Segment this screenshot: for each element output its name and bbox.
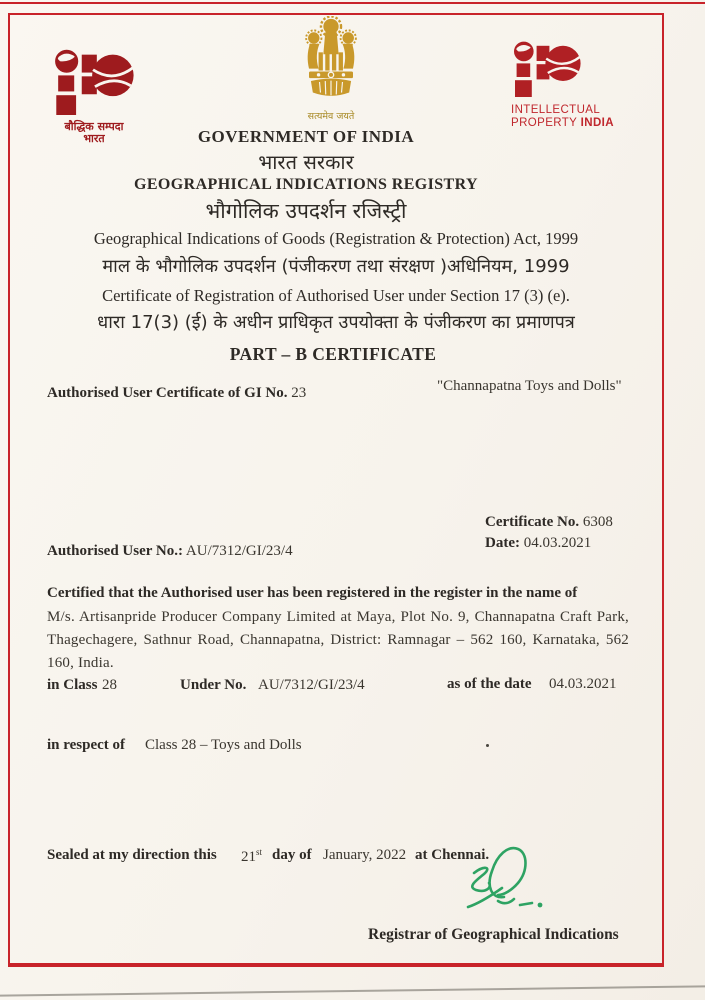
act-title-hindi: माल के भौगोलिक उपदर्शन (पंजीकरण तथा संरक्षण )अधिनियम, 1999 <box>102 256 570 277</box>
in-class-value: 28 <box>102 677 117 693</box>
title-government-of-india: GOVERNMENT OF INDIA <box>197 127 415 146</box>
sealed-day-ordinal: st <box>256 847 263 857</box>
right-logo-india-text: INDIA <box>580 116 614 129</box>
in-class-label: in Class <box>47 677 98 693</box>
part-b-certificate-title: PART – B CERTIFICATE <box>229 344 437 364</box>
in-respect-of-value: Class 28 – Toys and Dolls <box>145 737 302 753</box>
authorised-user-label: Authorised User No.: <box>47 543 183 559</box>
right-logo-caption-line1: INTELLECTUAL <box>511 104 601 116</box>
sealed-day: 21st <box>241 847 263 865</box>
certificate-date-label: Date: <box>485 535 520 551</box>
state-emblem-of-india <box>296 16 366 122</box>
certificate-section-line-hindi: धारा 17(3) (ई) के अधीन प्राधिकृत उपयोक्ता के पंजीकरण का प्रमाणपत्र <box>97 312 575 333</box>
right-logo-property-text: PROPERTY <box>511 116 578 129</box>
authorised-user-value: AU/7312/GI/23/4 <box>185 543 293 559</box>
scan-speck-dot <box>486 744 489 747</box>
scan-page-edge <box>0 985 705 996</box>
as-of-date-label: as of the date <box>447 676 532 692</box>
title-gi-registry-hindi: भौगोलिक उपदर्शन रजिस्ट्री <box>205 199 407 223</box>
registrar-title: Registrar of Geographical Indications <box>368 926 619 943</box>
certificate-date-value: 04.03.2021 <box>523 535 592 551</box>
gi-number-line <box>47 385 306 402</box>
ip-india-logo-icon <box>511 41 583 97</box>
in-respect-of-label: in respect of <box>47 737 126 753</box>
gi-name: "Channapatna Toys and Dolls" <box>437 378 622 394</box>
under-no-value: AU/7312/GI/23/4 <box>258 677 365 693</box>
certified-statement: Certified that the Authorised user has been registered in the register in the name of <box>47 585 578 601</box>
sealed-day-of-label: day of <box>272 847 312 863</box>
page-top-red-line <box>0 2 705 4</box>
certificate-number-line <box>485 512 613 533</box>
sealed-month-year: January, 2022 <box>323 847 407 863</box>
certificate-date-line <box>485 533 613 554</box>
left-logo-caption-line1: बौद्धिक सम्पदा <box>64 120 124 133</box>
certificate-number-value: 6308 <box>582 514 613 530</box>
title-government-of-india-hindi: भारत सरकार <box>258 150 354 174</box>
certificate-section-line: Certificate of Registration of Authorised User under Section 17 (3) (e). <box>102 286 570 305</box>
left-logo-caption-line2: भारत <box>83 132 105 145</box>
title-gi-registry: GEOGRAPHICAL INDICATIONS REGISTRY <box>134 176 478 193</box>
registrant-name-address: M/s. Artisanpride Producer Company Limited at Maya, Plot No. 9, Channapatna Craft Park, Thagechagere, Sathnur Road, Channapatna, District: Ramnagar – 562 160, Karnataka, 562 160, India. <box>47 609 629 671</box>
ashoka-lion-capital-icon <box>300 16 362 104</box>
act-title: Geographical Indications of Goods (Registration & Protection) Act, 1999 <box>93 229 579 248</box>
authorised-user-line <box>47 543 293 560</box>
sealed-place: at Chennai. <box>415 847 490 863</box>
sealed-prefix: Sealed at my direction this <box>47 847 217 863</box>
certificate-number-label: Certificate No. <box>485 514 580 530</box>
under-no-label: Under No. <box>180 677 247 693</box>
gi-number-value: 23 <box>291 385 307 401</box>
registrar-signature <box>452 843 554 923</box>
ip-india-logo-right <box>511 41 629 129</box>
as-of-date-value: 04.03.2021 <box>549 676 617 692</box>
emblem-motto: सत्यमेव जयते <box>307 111 355 122</box>
certificate-number-block <box>485 512 613 554</box>
ip-india-logo-icon <box>51 49 137 115</box>
gi-number-label: Authorised User Certificate of GI No. <box>47 385 288 401</box>
